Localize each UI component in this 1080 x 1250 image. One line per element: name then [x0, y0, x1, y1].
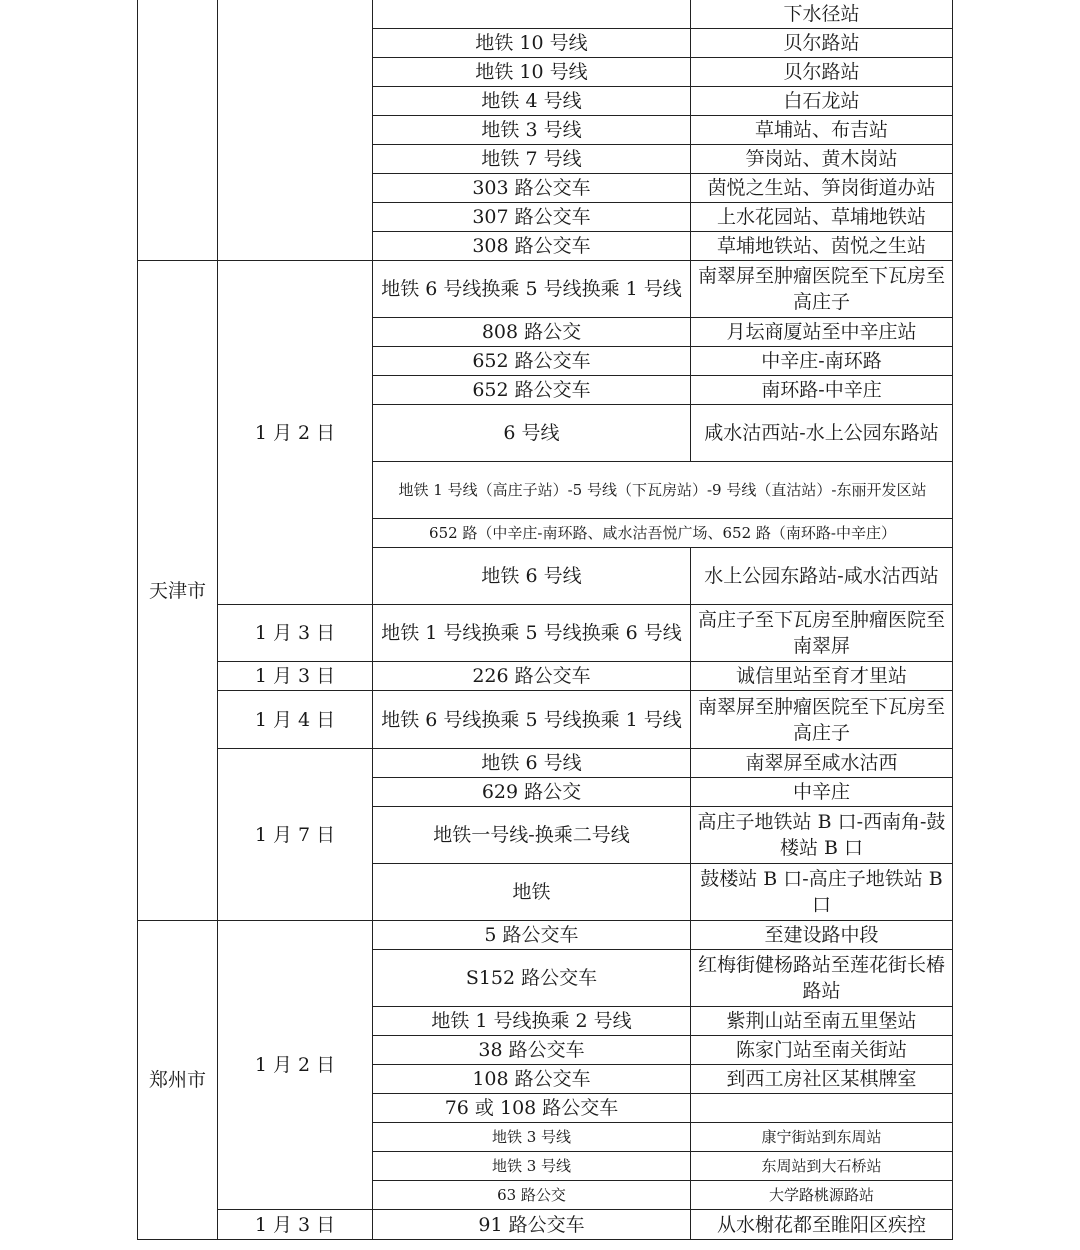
route-cell: 307 路公交车: [373, 203, 691, 232]
route-cell: 629 路公交: [373, 778, 691, 807]
table-row: [138, 0, 953, 29]
route-cell: [373, 0, 691, 29]
merged-route-cell: 地铁 1 号线（高庄子站）-5 号线（下瓦房站）-9 号线（直沽站）-东丽开发区站: [373, 462, 953, 519]
route-cell: 地铁 1 号线换乘 2 号线: [373, 1007, 691, 1036]
city-cell: [138, 0, 218, 261]
table-row: [138, 749, 953, 778]
stations-cell: 贝尔路站: [691, 29, 953, 58]
table-row: [138, 1210, 953, 1240]
date-cell: 1 月 2 日: [218, 921, 373, 1210]
route-cell: 652 路公交车: [373, 376, 691, 405]
route-table: [137, 0, 953, 1240]
date-cell: 1 月 3 日: [218, 662, 373, 691]
stations-cell: 从水榭花都至睢阳区疾控: [691, 1210, 953, 1240]
stations-cell: 草埔地铁站、茵悦之生站: [691, 232, 953, 261]
route-cell: 地铁 4 号线: [373, 87, 691, 116]
date-cell: 1 月 3 日: [218, 605, 373, 662]
date-cell: 1 月 3 日: [218, 1210, 373, 1240]
stations-cell: 康宁街站到东周站: [691, 1123, 953, 1152]
route-cell: 91 路公交车: [373, 1210, 691, 1240]
route-cell: 地铁 6 号线: [373, 548, 691, 605]
stations-cell: 大学路桃源路站: [691, 1181, 953, 1210]
stations-cell: 草埔站、布吉站: [691, 116, 953, 145]
stations-cell: 至建设路中段: [691, 921, 953, 950]
route-cell: 地铁 6 号线换乘 5 号线换乘 1 号线: [373, 691, 691, 749]
city-cell: 郑州市: [138, 921, 218, 1240]
route-cell: 308 路公交车: [373, 232, 691, 261]
route-cell: 地铁: [373, 864, 691, 921]
route-cell: 5 路公交车: [373, 921, 691, 950]
stations-cell: 高庄子地铁站 B 口-西南角-鼓楼站 B 口: [691, 807, 953, 864]
stations-cell: 月坛商厦站至中辛庄站: [691, 318, 953, 347]
route-cell: 地铁 7 号线: [373, 145, 691, 174]
route-cell: 808 路公交: [373, 318, 691, 347]
stations-cell: 诚信里站至育才里站: [691, 662, 953, 691]
route-cell: 63 路公交: [373, 1181, 691, 1210]
table-row: [138, 605, 953, 662]
route-cell: 地铁 10 号线: [373, 29, 691, 58]
stations-cell: 白石龙站: [691, 87, 953, 116]
stations-cell: 紫荆山站至南五里堡站: [691, 1007, 953, 1036]
stations-cell: 中辛庄-南环路: [691, 347, 953, 376]
route-cell: 226 路公交车: [373, 662, 691, 691]
table-row: [138, 921, 953, 950]
date-cell: 1 月 7 日: [218, 749, 373, 921]
route-cell: S152 路公交车: [373, 950, 691, 1007]
route-cell: 地铁 3 号线: [373, 116, 691, 145]
stations-cell: 中辛庄: [691, 778, 953, 807]
stations-cell: 上水花园站、草埔地铁站: [691, 203, 953, 232]
stations-cell: 红梅街健杨路站至莲花街长椿路站: [691, 950, 953, 1007]
stations-cell: 南翠屏至咸水沽西: [691, 749, 953, 778]
date-cell: [218, 0, 373, 261]
route-cell: 地铁 6 号线: [373, 749, 691, 778]
stations-cell: 东周站到大石桥站: [691, 1152, 953, 1181]
date-cell: 1 月 2 日: [218, 261, 373, 605]
route-cell: 652 路公交车: [373, 347, 691, 376]
route-cell: 76 或 108 路公交车: [373, 1094, 691, 1123]
stations-cell: 茵悦之生站、笋岗街道办站: [691, 174, 953, 203]
route-cell: 303 路公交车: [373, 174, 691, 203]
stations-cell: 南翠屏至肿瘤医院至下瓦房至高庄子: [691, 691, 953, 749]
city-cell: 天津市: [138, 261, 218, 921]
route-cell: 地铁 3 号线: [373, 1152, 691, 1181]
stations-cell: 贝尔路站: [691, 58, 953, 87]
table-row: [138, 261, 953, 318]
route-cell: 地铁 3 号线: [373, 1123, 691, 1152]
route-cell: 地铁一号线-换乘二号线: [373, 807, 691, 864]
stations-cell: 南翠屏至肿瘤医院至下瓦房至高庄子: [691, 261, 953, 318]
stations-cell: [691, 1094, 953, 1123]
stations-cell: 到西工房社区某棋牌室: [691, 1065, 953, 1094]
route-cell: 38 路公交车: [373, 1036, 691, 1065]
stations-cell: 南环路-中辛庄: [691, 376, 953, 405]
date-cell: 1 月 4 日: [218, 691, 373, 749]
route-cell: 6 号线: [373, 405, 691, 462]
table-row: [138, 691, 953, 749]
stations-cell: 笋岗站、黄木岗站: [691, 145, 953, 174]
stations-cell: 陈家门站至南关街站: [691, 1036, 953, 1065]
table-row: [138, 662, 953, 691]
merged-route-cell: 652 路（中辛庄-南环路、咸水沽吾悦广场、652 路（南环路-中辛庄）: [373, 519, 953, 548]
stations-cell: 下水径站: [691, 0, 953, 29]
route-cell: 地铁 6 号线换乘 5 号线换乘 1 号线: [373, 261, 691, 318]
route-cell: 108 路公交车: [373, 1065, 691, 1094]
stations-cell: 高庄子至下瓦房至肿瘤医院至南翠屏: [691, 605, 953, 662]
stations-cell: 水上公园东路站-咸水沽西站: [691, 548, 953, 605]
stations-cell: 咸水沽西站-水上公园东路站: [691, 405, 953, 462]
stations-cell: 鼓楼站 B 口-高庄子地铁站 B 口: [691, 864, 953, 921]
route-cell: 地铁 1 号线换乘 5 号线换乘 6 号线: [373, 605, 691, 662]
route-cell: 地铁 10 号线: [373, 58, 691, 87]
